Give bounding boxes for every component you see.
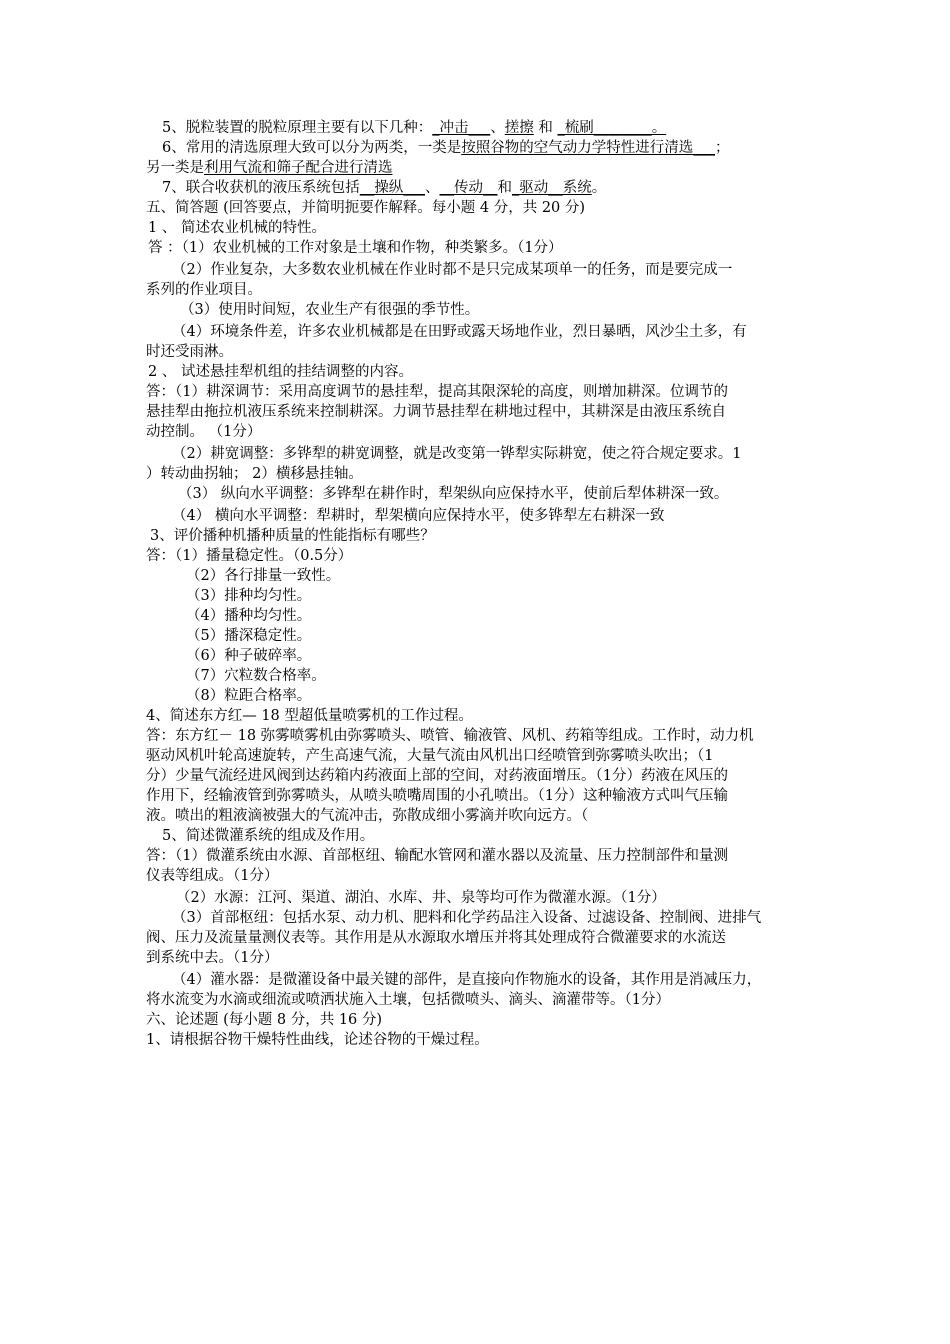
body-line: 分）少量气流经进风阀到达药箱内药液面上部的空间，对药液面增压。（1分）药液在风压的 xyxy=(146,768,728,784)
body-line: 答 ：（1）农业机械的工作对象是土壤和作物，种类繁多。（1分） xyxy=(148,240,563,256)
body-line: 2 、 试述悬挂犁机组的挂结调整的内容。 xyxy=(148,364,413,380)
body-line: 1、请根据谷物干燥特性曲线，论述谷物的干燥过程。 xyxy=(146,1032,489,1048)
answer-blank: 按照谷物的空气动力学特性进行清选___ xyxy=(461,140,715,156)
question-6-line-2 xyxy=(146,158,393,178)
body-line: 动控制。 （1分） xyxy=(146,424,262,440)
body-line: 悬挂犁由拖拉机液压系统来控制耕深。力调节悬挂犁在耕地过程中，其耕深是由液压系统自 xyxy=(146,404,726,420)
body-line: 仪表等组成。（1分） xyxy=(146,868,279,884)
separator: 和 xyxy=(497,180,512,196)
answer-blank: _驱动__系统 xyxy=(511,180,592,196)
body-line: 到系统中去。（1分） xyxy=(146,950,279,966)
body-line: 阀、压力及流量量测仪表等。其作用是从水源取水增压并将其处理成符合微灌要求的水流送 xyxy=(146,930,726,946)
question-6-text: 另一类是 xyxy=(146,160,204,176)
body-line: 系列的作业项目。 xyxy=(146,282,262,298)
answer-blank: __传动__ xyxy=(439,180,498,196)
body-line: 液。喷出的粗液滴被强大的气流冲击，弥散成细小雾滴并吹向远方。（ xyxy=(146,808,589,824)
question-6-text: 6、常用的清选原理大致可以分为两类，一类是 xyxy=(162,140,462,156)
separator: 和 xyxy=(533,120,558,136)
body-line: （3） 纵向水平调整：多铧犁在耕作时，犁架纵向应保持水平，使前后犁体耕深一致。 xyxy=(178,486,729,502)
body-line: 驱动风机叶轮高速旋转，产生高速气流，大量气流由风机出口经喷管到弥雾喷头吹出；（1 xyxy=(146,748,714,764)
body-line: （3）首部枢纽：包括水泵、动力机、肥料和化学药品注入设备、过滤设备、控制阀、进排气 xyxy=(172,910,762,926)
body-line: 答：（1）播量稳定性。（0.5分） xyxy=(146,548,353,564)
question-7-text: 7、联合收获机的液压系统包括 xyxy=(162,180,360,196)
body-line: 答：（1）微灌系统由水源、首部枢纽、输配水管网和灌水器以及流量、压力控制部件和量测 xyxy=(146,848,728,864)
list-item: （2）各行排量一致性。 xyxy=(186,568,341,584)
body-line: （2）水源：江河、渠道、湖泊、水库、井、泉等均可作为微灌水源。（1分） xyxy=(176,890,666,906)
body-line: 将水流变为水滴或细流或喷洒状施入土壤，包括微喷头、滴头、滴灌带等。（1分） xyxy=(146,992,670,1008)
body-line: （2）作业复杂，大多数农业机械在作业时都不是只完成某项单一的任务，而是要完成一 xyxy=(172,262,733,278)
body-line: 1 、 简述农业机械的特性。 xyxy=(148,220,326,236)
question-6-line xyxy=(162,138,729,158)
list-item: （5）播深稳定性。 xyxy=(186,628,312,644)
body-line: 5、简述微灌系统的组成及作用。 xyxy=(162,828,375,844)
body-line: 4、简述东方红— 18 型超低量喷雾机的工作过程。 xyxy=(146,708,473,724)
body-line: 作用下，经输液管到弥雾喷头，从喷头喷嘴周围的小孔喷出。（1分）这种输液方式叫气压输 xyxy=(146,788,728,804)
body-line: （4）灌水器：是微灌设备中最关键的部件，是直接向作物施水的设备，其作用是消减压力， xyxy=(172,972,762,988)
answer-blank: 搓擦 xyxy=(504,120,534,136)
answer-blank: 利用气流和筛子配合进行清选 xyxy=(204,160,393,176)
body-line: ）转动曲拐轴； 2）横移悬挂轴。 xyxy=(146,466,363,482)
body-line: （4）环境条件差，许多农业机械都是在田野或露天场地作业，烈日暴晒，风沙尘土多，有 xyxy=(172,324,747,340)
list-item: （6）种子破碎率。 xyxy=(186,648,312,664)
body-line: （3）使用时间短，农业生产有很强的季节性。 xyxy=(180,302,480,318)
body-line: 答：东方红－ 18 弥雾喷雾机由弥雾喷头、喷管、输液管、风机、药箱等组成。工作时，动力机 xyxy=(146,728,754,744)
list-item: （8）粒距合格率。 xyxy=(186,688,312,704)
body-line: （2）耕宽调整：多铧犁的耕宽调整，就是改变第一铧犁实际耕宽，使之符合规定要求。1 xyxy=(172,446,742,462)
separator: 。 xyxy=(591,180,607,196)
question-5-line xyxy=(162,118,666,138)
list-item: （7）穴粒数合格率。 xyxy=(186,668,326,684)
answer-blank: _梳刷________。 xyxy=(557,120,667,136)
question-5-text: 5、脱粒装置的脱粒原理主要有以下几种： xyxy=(162,120,433,136)
list-item: （4）播种均匀性。 xyxy=(186,608,312,624)
section-heading: 五、简答题 (回答要点，并简明扼要作解释。每小题 4 分，共 20 分) xyxy=(146,200,586,216)
separator: ； xyxy=(714,140,730,156)
question-7-line xyxy=(162,178,606,198)
separator: 、 xyxy=(424,180,440,196)
answer-blank: _冲击___ xyxy=(432,120,491,136)
separator: 、 xyxy=(490,120,505,136)
answer-blank: __操纵___ xyxy=(359,180,425,196)
section-heading: 六、论述题 (每小题 8 分，共 16 分) xyxy=(146,1012,383,1028)
body-line: 答：（1）耕深调节：采用高度调节的悬挂犁，提高其限深轮的高度，则增加耕深。位调节的 xyxy=(146,384,728,400)
body-line: 3、评价播种机播种质量的性能指标有哪些？ xyxy=(150,528,435,544)
list-item: （3）排种均匀性。 xyxy=(186,588,312,604)
body-line: 时还受雨淋。 xyxy=(146,344,233,360)
body-line: （4） 横向水平调整：犁耕时，犁架横向应保持水平，使多铧犁左右耕深一致 xyxy=(172,508,665,524)
